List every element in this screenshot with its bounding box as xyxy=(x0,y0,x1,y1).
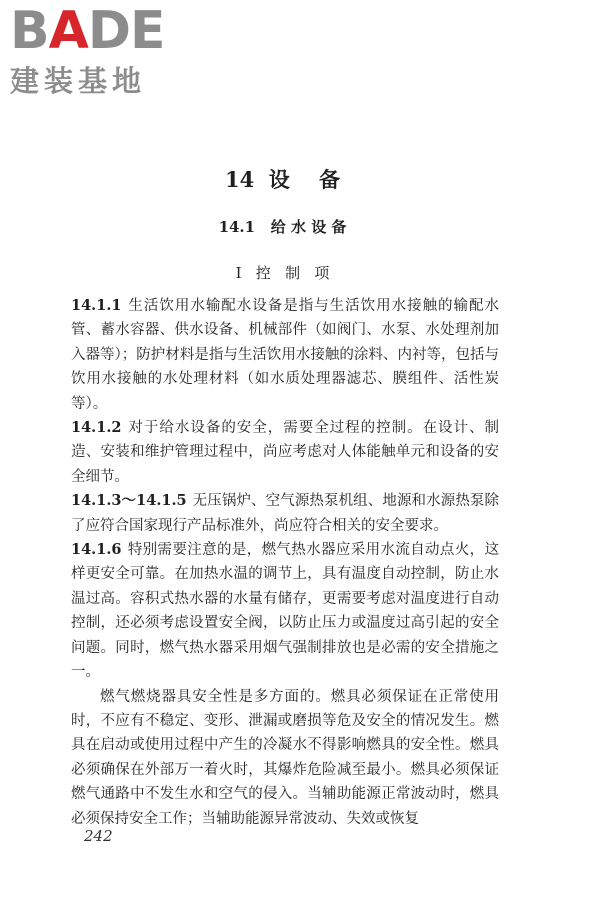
paragraph-text: 无压锅炉、空气源热泵机组、地源和水源热泵除了应符合国家现行产品标准外，尚应符合相关的安全要求。 xyxy=(71,493,500,534)
paragraph-14-1-2 xyxy=(71,416,499,489)
section-title: 14.1 给 水 设 备 xyxy=(218,218,347,236)
chapter-title: 14 设 备 xyxy=(224,167,341,192)
paragraph-text: 对于给水设备的安全，需要全过程的控制。在设计、制造、安装和维护管理过程中，尚应考虑对人体能触单元和设备的安全细节。 xyxy=(71,420,499,485)
paragraph-text: 燃气燃烧器具安全性是多方面的。燃具必须保证在正常使用时，不应有不稳定、变形、泄漏或磨损等危及安全的情况发生。燃具在启动或使用过程中产生的冷凝水不得影响燃具的安全性。燃具必须确保在外部万一着火时，其爆炸危险减至最小。燃具必须保证燃气通路中不发生水和空气的侵入。当辅助能源正常波动时，燃具必须保持安全工作；当辅助能源异常波动、失效或恢复 xyxy=(71,688,499,827)
clause-number: 14.1.2 xyxy=(71,419,122,437)
logo-letter-b: B xyxy=(10,1,49,61)
clause-number: 14.1.1 xyxy=(71,297,122,314)
paragraph-text: 特别需要注意的是，燃气热水器应采用水流自动点火，这样更安全可靠。在加热水温的调节上，具有温度自动控制，防止水温过高。容积式热水器的水量有储存，更需要考虑对温度进行自动控制，还必须考虑设置安全阀，以防止压力或温度过高引起的安全问题。同时，燃气热水器采用烟气强制排放也是必需的安全措施之一。 xyxy=(71,542,499,681)
logo-letters-de: DE xyxy=(87,1,165,61)
logo-wordmark xyxy=(10,1,165,61)
bade-logo xyxy=(10,1,180,98)
paragraph-14-1-6 xyxy=(71,538,499,684)
logo-letter-a: A xyxy=(48,1,88,61)
body-text xyxy=(71,294,499,831)
logo-chinese-name: 建装基地 xyxy=(10,64,147,98)
clause-number: 14.1.6 xyxy=(71,541,122,559)
subsection-title: Ⅰ 控 制 项 xyxy=(235,264,330,282)
page-number: 242 xyxy=(84,827,113,845)
paragraph-text: 生活饮用水输配水设备是指与生活饮用水接触的输配水管、蓄水容器、供水设备、机械部件（如阀门、水泵、水处理剂加入器等）；防护材料是指与生活饮用水接触的涂料、内衬等，包括与饮用水接触的水处理材料（如水质处理器滤芯、膜组件、活性炭等）。 xyxy=(71,298,499,412)
paragraph-14-1-3-to-5 xyxy=(71,489,499,538)
paragraph-gas-safety xyxy=(71,685,499,831)
clause-number: 14.1.3～14.1.5 xyxy=(71,492,187,510)
paragraph-14-1-1 xyxy=(71,294,499,416)
